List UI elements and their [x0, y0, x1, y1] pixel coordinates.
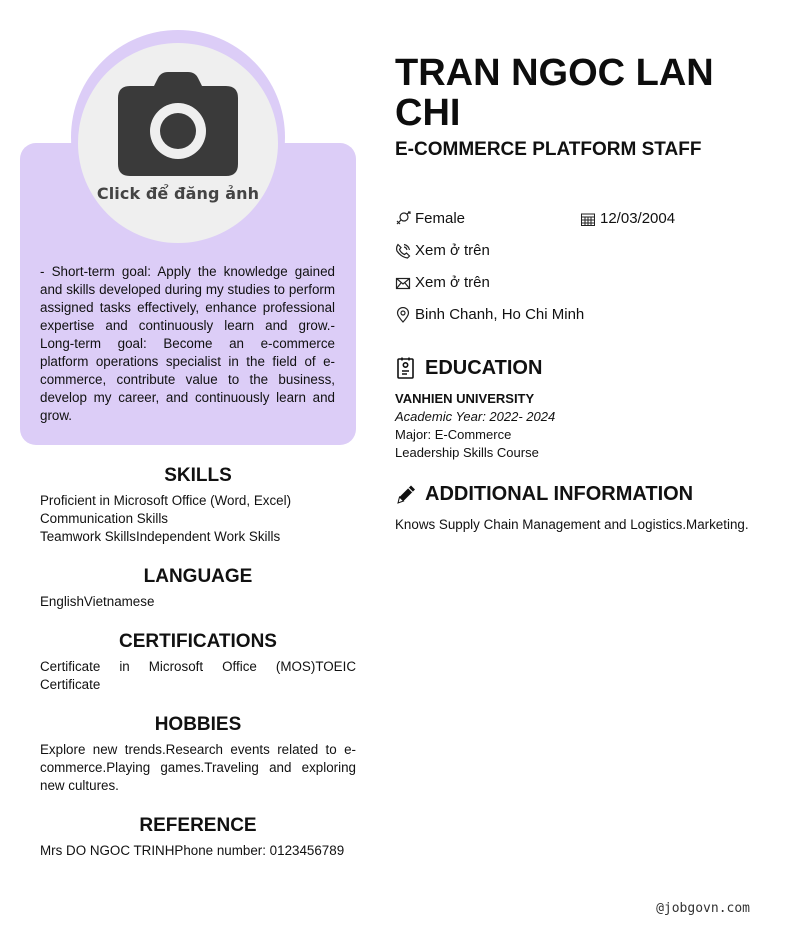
certifications-title: CERTIFICATIONS — [119, 631, 277, 652]
email-row — [395, 274, 490, 291]
email-value: Xem ở trên — [415, 274, 490, 291]
pencil-icon — [395, 482, 417, 506]
full-name: TRAN NGOC LAN CHI — [395, 52, 714, 134]
reference-text: Mrs DO NGOC TRINHPhone number: 0123456789 — [40, 843, 345, 858]
camera-icon — [118, 72, 238, 176]
photo-upload[interactable] — [78, 43, 278, 243]
envelope-icon — [395, 275, 411, 291]
skill-item: Communication Skills — [40, 511, 168, 526]
skills-list — [40, 492, 356, 546]
phone-row — [395, 242, 490, 259]
language-title: LANGUAGE — [143, 566, 253, 587]
reference-title: REFERENCE — [139, 815, 257, 836]
education-header — [395, 356, 542, 380]
additional-header — [395, 482, 693, 506]
additional-title: ADDITIONAL INFORMATION — [425, 482, 694, 505]
education-icon — [395, 356, 417, 380]
language-text: EnglishVietnamese — [40, 594, 155, 609]
phone-icon — [395, 243, 411, 259]
gender-icon — [395, 211, 411, 227]
skills-title: SKILLS — [164, 465, 232, 486]
hobbies-text: Explore new trends.Research events related to e-commerce.Playing games.Traveling and exploring new cultures. — [40, 742, 356, 793]
gender-value: Female — [415, 210, 466, 227]
certifications-text: Certificate in Microsoft Office (MOS)TOEIC Certificate — [40, 659, 356, 692]
career-objective: - Short-term goal: Apply the knowledge gained and skills developed during my studies to perform assigned tasks effectively, enhance professional expertise and continuously learn and grow.- Long-term goal: Become an e-commerce platform operations specialist in the field of e-commerce, contribute value to the business, develop my career, and continuously learn and grow. — [40, 264, 335, 423]
gender-row — [395, 210, 465, 227]
address-row — [395, 306, 584, 323]
dob-value: 12/03/2004 — [600, 210, 676, 227]
watermark: @jobgovn.com — [656, 901, 750, 916]
education-title: EDUCATION — [425, 356, 543, 379]
photo-upload-label: Click để đăng ảnh — [96, 184, 260, 203]
location-pin-icon — [395, 307, 411, 323]
dob-row — [580, 210, 675, 227]
hobbies-title: HOBBIES — [154, 714, 242, 735]
address-value: Binh Chanh, Ho Chi Minh — [415, 306, 585, 323]
skill-item: Teamwork SkillsIndependent Work Skills — [40, 529, 281, 544]
skill-item: Proficient in Microsoft Office (Word, Excel) — [40, 493, 292, 508]
calendar-icon — [580, 211, 596, 227]
additional-text: Knows Supply Chain Management and Logistics.Marketing. — [395, 517, 749, 532]
academic-year: Academic Year: 2022- 2024 — [395, 409, 556, 424]
major: Major: E-Commerce — [395, 427, 512, 442]
job-title: E-COMMERCE PLATFORM STAFF — [395, 139, 702, 160]
education-entry — [395, 390, 555, 462]
school-name: VANHIEN UNIVERSITY — [395, 391, 535, 406]
course: Leadership Skills Course — [395, 445, 539, 460]
phone-value: Xem ở trên — [415, 242, 490, 259]
